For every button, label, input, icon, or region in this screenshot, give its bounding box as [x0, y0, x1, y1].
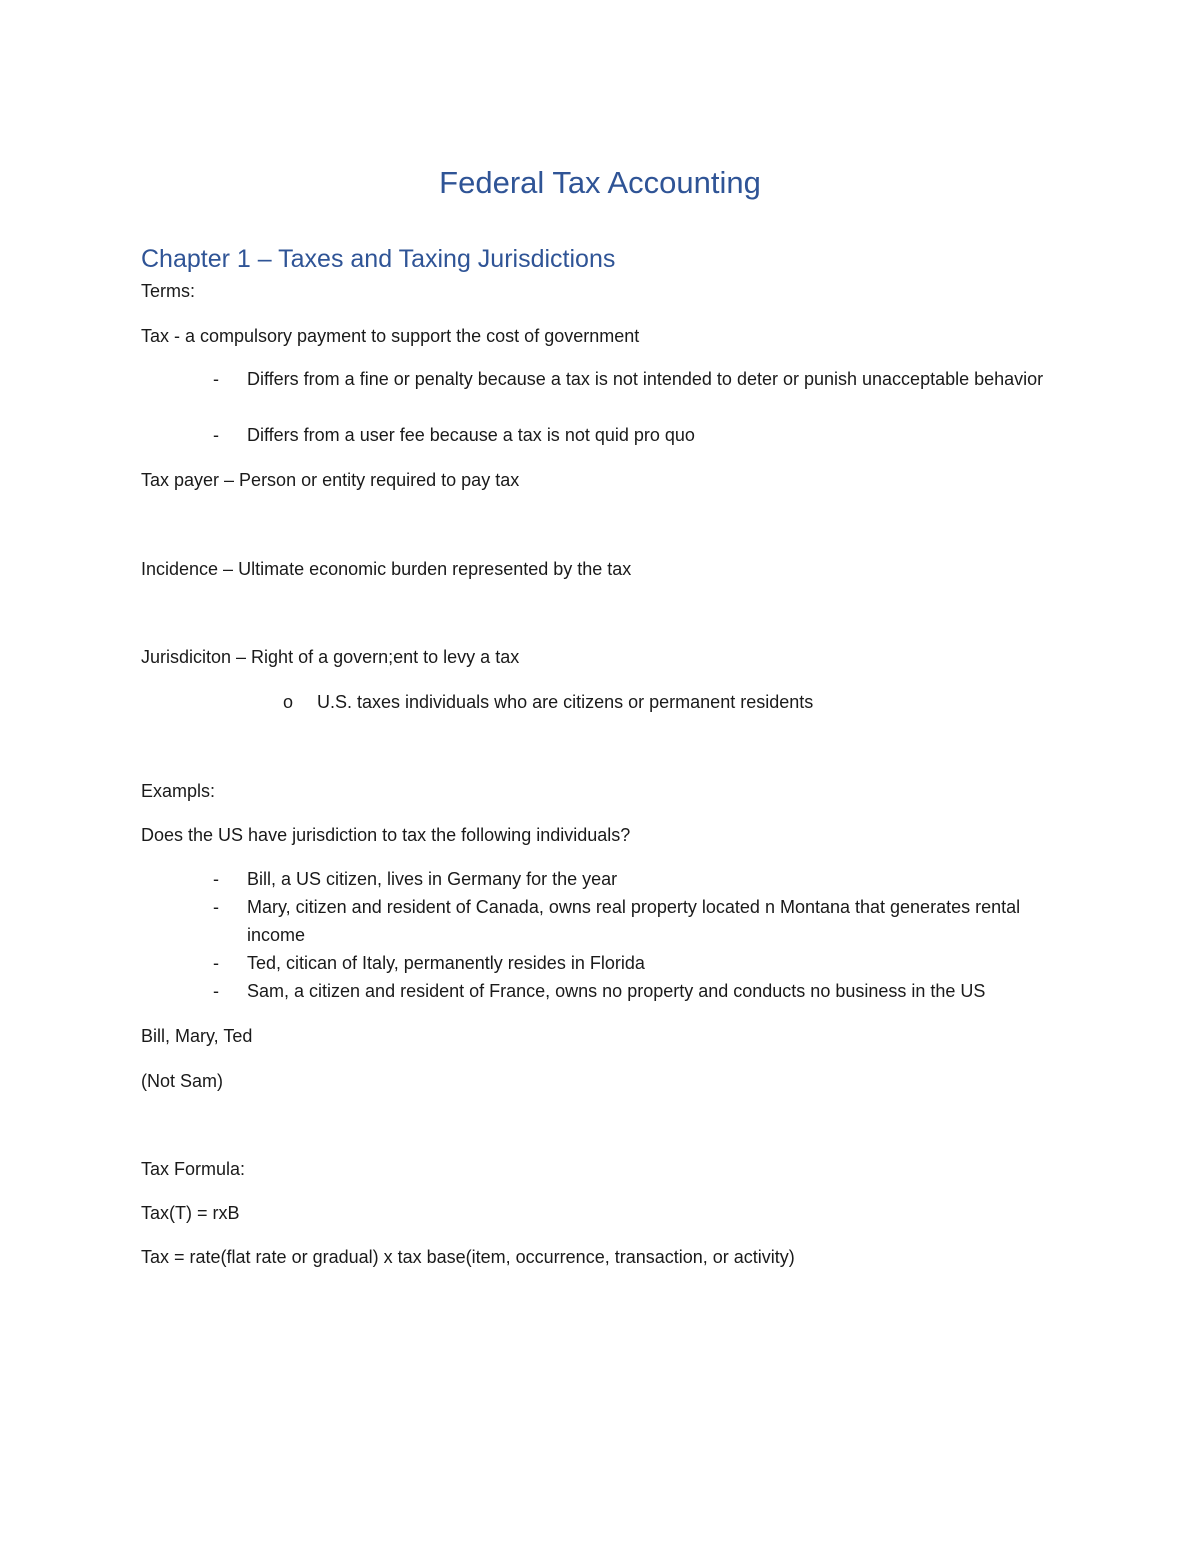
list-item	[213, 421, 1073, 449]
bullet-dash: -	[213, 953, 219, 973]
example-sam: Sam, a citizen and resident of France, owns no property and conducts no business in the US	[247, 981, 986, 1001]
chapter-heading: Chapter 1 – Taxes and Taxing Jurisdictions	[141, 245, 616, 273]
example-bill: Bill, a US citizen, lives in Germany for the year	[247, 869, 618, 889]
tax-bullet-user-fee: Differs from a user fee because a tax is not quid pro quo	[247, 425, 695, 445]
taxpayer-definition: Tax payer – Person or entity required to pay tax	[141, 470, 520, 490]
bullet-dash: -	[213, 869, 219, 889]
answer: Bill, Mary, Ted	[141, 1026, 253, 1046]
bullet-dash: -	[213, 981, 219, 1001]
formula: Tax(T) = rxB	[141, 1203, 240, 1223]
example-ted: Ted, citican of Italy, permanently resides in Florida	[247, 953, 645, 973]
formula-explained: Tax = rate(flat rate or gradual) x tax base(item, occurrence, transaction, or activity)	[141, 1247, 795, 1267]
answer-exclusion: (Not Sam)	[141, 1071, 224, 1091]
formula-label: Tax Formula:	[141, 1159, 246, 1179]
terms-label: Terms:	[141, 281, 195, 301]
tax-definition: Tax - a compulsory payment to support the cost of government	[141, 326, 640, 346]
jurisdiction-sub-bullet: U.S. taxes individuals who are citizens or permanent residents	[317, 692, 814, 712]
list-item	[213, 365, 1073, 393]
example-mary: Mary, citizen and resident of Canada, owns real property located n Montana that generates rental income	[247, 897, 1021, 945]
tax-bullet-fine: Differs from a fine or penalty because a tax is not intended to deter or punish unacceptable behavior	[247, 369, 1044, 389]
bullet-dash: -	[213, 369, 219, 389]
list-item	[213, 893, 1073, 949]
bullet-dash: -	[213, 425, 219, 445]
document-title: Federal Tax Accounting	[439, 165, 761, 200]
jurisdiction-definition: Jurisdiciton – Right of a govern;ent to levy a tax	[141, 647, 520, 667]
bullet-circle: o	[283, 692, 294, 712]
examples-label: Exampls:	[141, 781, 216, 801]
examples-question: Does the US have jurisdiction to tax the following individuals?	[141, 825, 631, 845]
list-item	[213, 949, 1073, 977]
list-item	[213, 977, 1073, 1005]
incidence-definition: Incidence – Ultimate economic burden represented by the tax	[141, 559, 632, 579]
list-item	[213, 865, 1073, 893]
bullet-dash: -	[213, 897, 219, 917]
list-item	[283, 691, 813, 713]
